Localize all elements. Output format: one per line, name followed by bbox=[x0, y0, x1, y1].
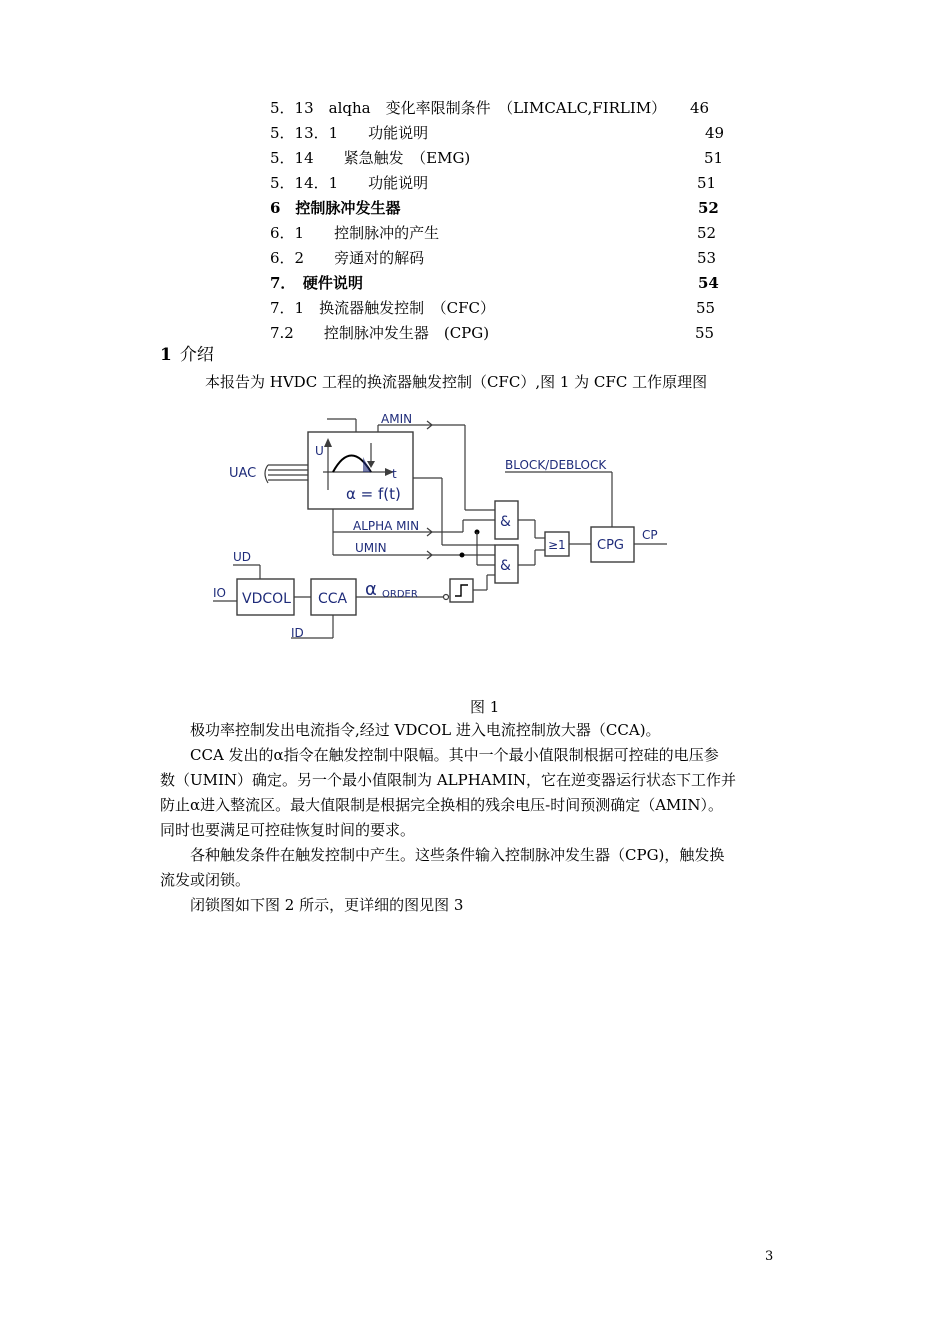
cp-label: CP bbox=[642, 528, 658, 542]
t-axis-label: t bbox=[392, 467, 397, 481]
toc-entry bbox=[270, 171, 730, 195]
cfc-block-diagram bbox=[205, 405, 685, 650]
cca-label: CCA bbox=[318, 591, 348, 607]
paragraph-line: 闭锁图如下图 2 所示，更详细的图见图 3 bbox=[160, 896, 464, 914]
toc-page: 55 bbox=[696, 299, 716, 317]
page-number: 3 bbox=[765, 1249, 774, 1264]
toc-label: 7． 硬件说明 bbox=[270, 274, 363, 292]
toc-page: 53 bbox=[697, 249, 717, 267]
toc-page: 49 bbox=[705, 124, 725, 142]
toc-label: 7.2 控制脉冲发生器 (CPG) bbox=[270, 324, 490, 342]
paragraph bbox=[160, 718, 778, 743]
toc-entry bbox=[270, 296, 730, 320]
toc-entry bbox=[270, 321, 730, 345]
toc-entry bbox=[270, 271, 730, 295]
uac-bus-lines bbox=[268, 465, 313, 480]
amin-label: AMIN bbox=[381, 412, 413, 426]
toc-page: 46 bbox=[690, 99, 710, 117]
toc-entry bbox=[270, 146, 730, 170]
section-number: 1 bbox=[160, 345, 172, 365]
toc-entry bbox=[270, 196, 730, 220]
or-gate-label: ≥1 bbox=[548, 538, 566, 552]
paragraph-line: 同时也要满足可控硅恢复时间的要求。 bbox=[160, 821, 416, 839]
umin-label: UMIN bbox=[355, 541, 387, 555]
and-gate-2-label: & bbox=[500, 558, 511, 574]
and-gate-1-label: & bbox=[500, 514, 511, 530]
section-title: 介绍 bbox=[179, 345, 214, 365]
toc-label: 6 控制脉冲发生器 bbox=[270, 199, 401, 217]
toc-entry bbox=[270, 96, 730, 120]
uac-bracket bbox=[265, 465, 268, 483]
vdcol-label: VDCOL bbox=[242, 591, 291, 607]
junction-dot bbox=[460, 553, 465, 558]
alpha-min-label: ALPHA MIN bbox=[353, 519, 420, 533]
toc-page: 55 bbox=[695, 324, 715, 342]
toc-label: 5．14 紧急触发 （EMG) bbox=[270, 149, 471, 167]
toc-label: 5．14．1 功能说明 bbox=[270, 174, 429, 192]
toc-label: 5．13．1 功能说明 bbox=[270, 124, 429, 142]
paragraph-line: 各种触发条件在触发控制中产生。这些条件输入控制脉冲发生器（CPG)，触发换 bbox=[160, 846, 725, 864]
paragraph-line: 数（UMIN）确定。另一个最小值限制为 ALPHAMIN，它在逆变器运行状态下工作并 bbox=[160, 771, 737, 789]
paragraph-line: CCA 发出的α指令在触发控制中限幅。其中一个最小值限制根据可控硅的电压参 bbox=[160, 746, 719, 764]
toc-label: 7．1 换流器触发控制 （CFC） bbox=[270, 299, 495, 317]
io-label: IO bbox=[213, 586, 226, 600]
paragraph bbox=[160, 743, 778, 843]
block-deblock-label: BLOCK/DEBLOCK bbox=[505, 458, 607, 472]
ud-label: UD bbox=[233, 550, 252, 564]
toc-entry bbox=[270, 221, 730, 245]
toc-page: 51 bbox=[697, 174, 717, 192]
toc-label: 5．13 alqha 变化率限制条件 （LIMCALC,FIRLIM） bbox=[270, 99, 667, 117]
toc-label: 6．1 控制脉冲的产生 bbox=[270, 224, 440, 242]
id-label: ID bbox=[291, 626, 304, 640]
figure-caption: 图 1 bbox=[470, 698, 500, 716]
toc-label: 6．2 旁通对的解码 bbox=[270, 249, 425, 267]
alpha-function-label: α = f(t) bbox=[346, 485, 401, 503]
uac-label: UAC bbox=[229, 466, 257, 481]
toc-page: 51 bbox=[704, 149, 724, 167]
section-heading bbox=[160, 343, 214, 367]
toc-page: 52 bbox=[698, 199, 719, 217]
toc-page: 54 bbox=[698, 274, 719, 292]
order-label: ORDER bbox=[382, 589, 418, 600]
paragraph-line: 极功率控制发出电流指令,经过 VDCOL 进入电流控制放大器（CCA)。 bbox=[160, 721, 661, 739]
paragraph bbox=[160, 843, 778, 893]
paragraph bbox=[160, 893, 778, 918]
paragraph-line: 流发或闭锁。 bbox=[160, 871, 251, 889]
toc-entry bbox=[270, 121, 730, 145]
toc-entry bbox=[270, 246, 730, 270]
alpha-order-symbol: α bbox=[365, 579, 377, 600]
toc-page: 52 bbox=[697, 224, 717, 242]
paragraph-line: 防止α进入整流区。最大值限制是根据完全换相的残余电压-时间预测确定（AMIN）。 bbox=[160, 796, 723, 814]
intro-text: 本报告为 HVDC 工程的换流器触发控制（CFC）,图 1 为 CFC 工作原理图 bbox=[205, 373, 708, 391]
cpg-label: CPG bbox=[597, 538, 624, 553]
u-axis-label: U bbox=[315, 444, 324, 458]
